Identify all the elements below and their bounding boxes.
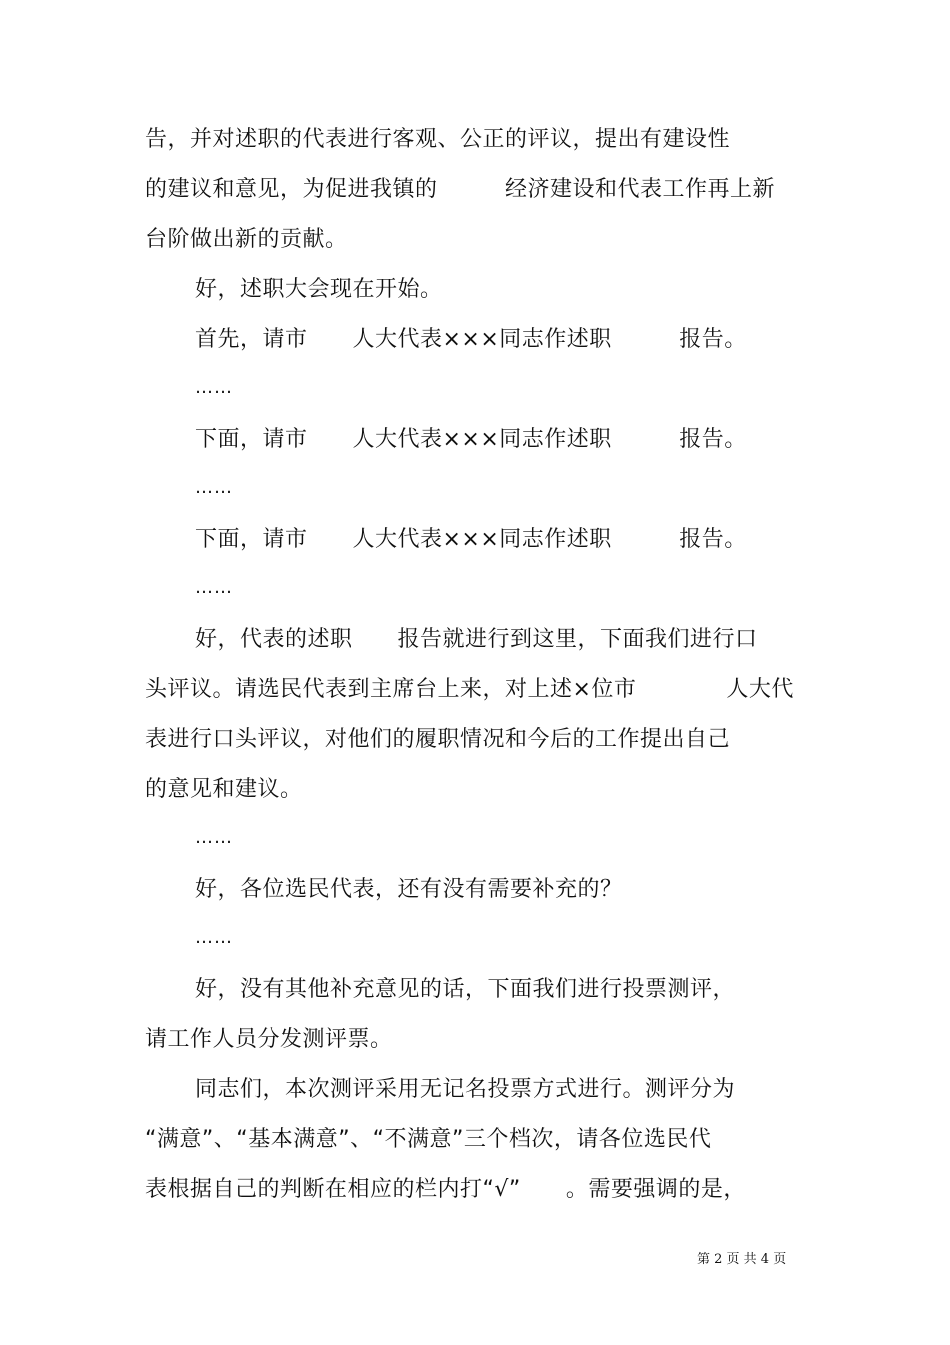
ellipsis: …… — [195, 377, 233, 398]
ellipsis: …… — [195, 827, 233, 848]
text-line: 的意见和建议。 — [145, 777, 303, 802]
text-line: 头评议。请选民代表到主席台上来，对上述×位市 人大代 — [145, 677, 794, 702]
ellipsis: …… — [195, 477, 233, 498]
text-line: 台阶做出新的贡献。 — [145, 227, 348, 252]
text-line: 同志们，本次测评采用无记名投票方式进行。测评分为 — [195, 1077, 736, 1102]
ellipsis: …… — [195, 927, 233, 948]
text-line: 表进行口头评议，对他们的履职情况和今后的工作提出自己 — [145, 727, 731, 752]
text-line: 好，述职大会现在开始。 — [195, 277, 443, 302]
text-line: 请工作人员分发测评票。 — [145, 1027, 393, 1052]
text-line: 好，没有其他补充意见的话，下面我们进行投票测评， — [195, 977, 736, 1002]
text-line: 首先，请市 人大代表×××同志作述职 报告。 — [195, 327, 747, 352]
text-line: 好，代表的述职 报告就进行到这里，下面我们进行口 — [195, 627, 758, 652]
ellipsis: …… — [195, 577, 233, 598]
text-line: 告，并对述职的代表进行客观、公正的评议，提出有建设性 — [145, 127, 731, 152]
text-line: “满意”、“基本满意”、“不满意”三个档次，请各位选民代 — [145, 1127, 712, 1152]
text-line: 的建议和意见，为促进我镇的 经济建设和代表工作再上新 — [145, 177, 776, 202]
text-line: 好，各位选民代表，还有没有需要补充的？ — [195, 877, 623, 902]
text-line: 下面，请市 人大代表×××同志作述职 报告。 — [195, 427, 747, 452]
text-line: 下面，请市 人大代表×××同志作述职 报告。 — [195, 527, 747, 552]
text-line: 表根据自己的判断在相应的栏内打“√” 。需要强调的是， — [145, 1177, 746, 1202]
page-number-footer: 第 2 页 共 4 页 — [697, 1252, 787, 1267]
